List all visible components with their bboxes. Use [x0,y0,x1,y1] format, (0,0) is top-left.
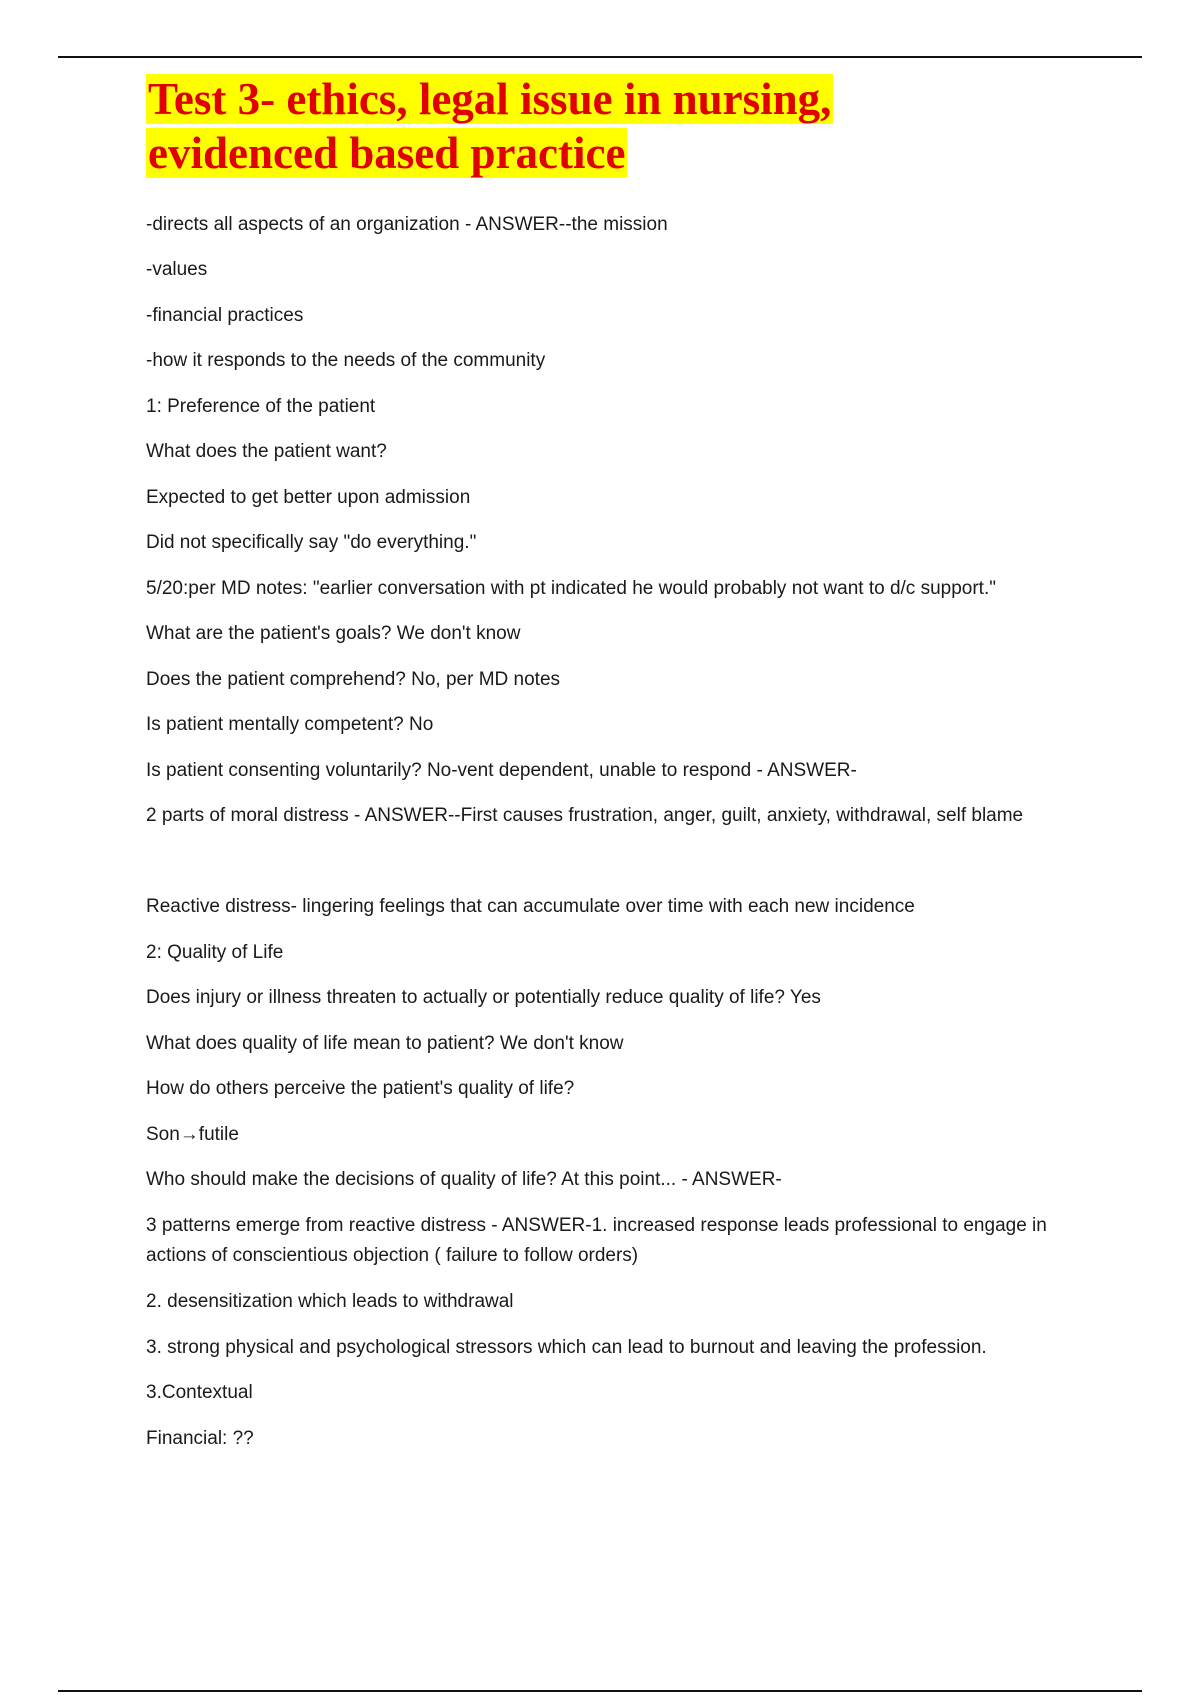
top-rule [58,56,1142,58]
body-line: Did not specifically say "do everything." [146,532,477,553]
title-line-2 [146,126,1046,180]
body-line: -directs all aspects of an organization - ANSWER--the mission [146,214,668,235]
body-line: 2 parts of moral distress - ANSWER--First causes frustration, anger, guilt, anxiety, withdrawal, self blame [146,805,1024,826]
body-line: -financial practices [146,305,304,326]
body-line: Is patient mentally competent? No [146,714,434,735]
body-line: 1: Preference of the patient [146,396,376,417]
body-line: Does the patient comprehend? No, per MD notes [146,669,561,690]
body-line: Expected to get better upon admission [146,487,471,508]
body-line: What are the patient's goals? We don't know [146,623,521,644]
title-line-2-text: evidenced based practice [148,128,626,178]
body-line: -how it responds to the needs of the community [146,350,546,371]
body-line: 3.Contextual [146,1382,253,1403]
body-line: Does injury or illness threaten to actually or potentially reduce quality of life? Yes [146,987,821,1008]
body-line: Who should make the decisions of quality of life? At this point... - ANSWER- [146,1169,782,1190]
title-line-1-text: Test 3- ethics, legal issue in nursing, [148,74,832,124]
body-line: 2: Quality of Life [146,942,284,963]
document-title [146,72,1046,180]
body-line: Son→futile [146,1124,239,1145]
body-line: Reactive distress- lingering feelings that can accumulate over time with each new incidence [146,896,915,917]
body-line: 3. strong physical and psychological stressors which can lead to burnout and leaving the profession. [146,1337,987,1358]
body-line: What does quality of life mean to patient? We don't know [146,1033,624,1054]
body-line: How do others perceive the patient's quality of life? [146,1078,575,1099]
body-line: What does the patient want? [146,441,387,462]
body-line: Is patient consenting voluntarily? No-vent dependent, unable to respond - ANSWER- [146,760,857,781]
body-line: Financial: ?? [146,1428,254,1449]
body-line: -values [146,259,208,280]
title-line-1 [146,72,1046,126]
body-line: 3 patterns emerge from reactive distress - ANSWER-1. increased response leads professional to engage in actions of conscientious objection ( failure to follow orders) [146,1215,1047,1266]
body-line: 2. desensitization which leads to withdrawal [146,1291,514,1312]
bottom-rule [58,1690,1142,1692]
body-line: 5/20:per MD notes: "earlier conversation with pt indicated he would probably not want to d/c support." [146,578,996,599]
